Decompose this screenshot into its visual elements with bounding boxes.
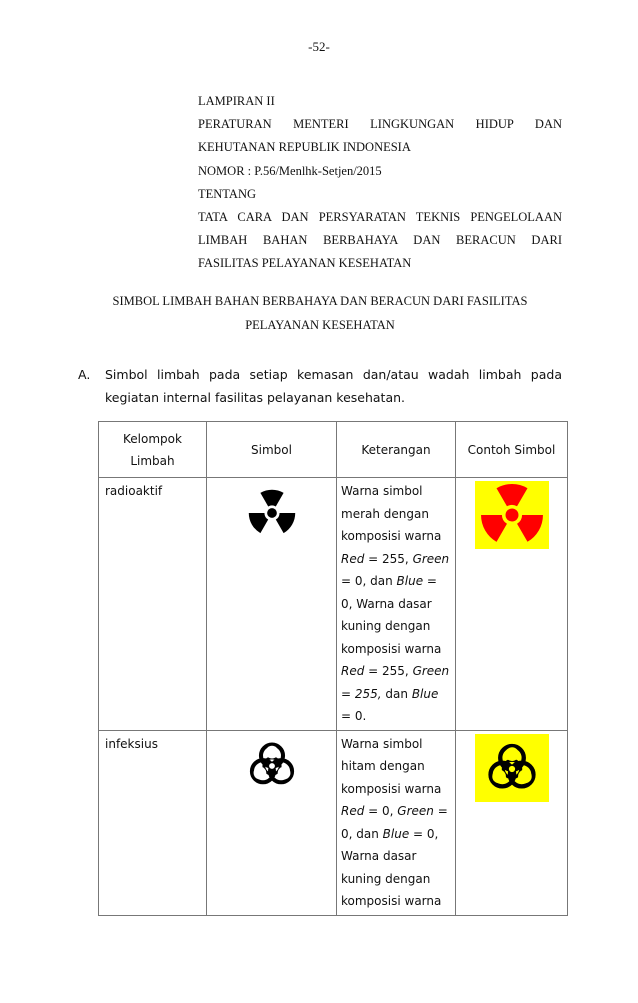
biohazard-icon bbox=[243, 737, 301, 795]
radiation-example-icon bbox=[475, 481, 549, 549]
cell-simbol bbox=[207, 730, 337, 915]
section-text: Simbol limbah pada setiap kemasan dan/atau wadah limbah pada kegiatan internal fasilitas pelayanan kesehatan. bbox=[105, 367, 562, 405]
section-marker: A. bbox=[78, 367, 91, 382]
desc-text: = 0. bbox=[341, 709, 367, 723]
desc-red-label: Red bbox=[341, 551, 365, 566]
appendix-block bbox=[198, 90, 562, 276]
appendix-line-1: LAMPIRAN II bbox=[198, 94, 275, 108]
desc-text: = 255, bbox=[364, 551, 413, 566]
desc-text: = bbox=[341, 686, 355, 701]
desc-blue-label: Blue bbox=[396, 574, 424, 588]
table-header-row bbox=[99, 422, 568, 478]
cell-kelompok: infeksius bbox=[99, 730, 207, 915]
cell-kelompok: radioaktif bbox=[99, 478, 207, 731]
appendix-line-7: LIMBAH BAHAN BERBAHAYA DAN BERACUN DARI bbox=[198, 233, 562, 248]
desc-text: Warna simbol merah dengan komposisi warna bbox=[341, 484, 442, 543]
cell-contoh bbox=[456, 730, 568, 915]
cell-keterangan bbox=[337, 730, 456, 915]
desc-text: = 255, bbox=[364, 664, 413, 678]
header-keterangan: Keterangan bbox=[337, 422, 456, 478]
cell-simbol bbox=[207, 478, 337, 731]
appendix-line-8: FASILITAS PELAYANAN KESEHATAN bbox=[198, 256, 412, 271]
appendix-line-2: PERATURAN MENTERI LINGKUNGAN HIDUP DAN bbox=[198, 117, 562, 132]
appendix-line-5: TENTANG bbox=[198, 186, 257, 201]
desc-green-label: Green bbox=[397, 804, 434, 818]
desc-blue-label: Blue bbox=[411, 686, 439, 701]
appendix-line-3: KEHUTANAN REPUBLIK INDONESIA bbox=[198, 140, 411, 155]
document-title-line-1: SIMBOL LIMBAH BAHAN BERBAHAYA DAN BERACUN DARI FASILITAS bbox=[112, 294, 528, 308]
desc-green-label: Green bbox=[412, 664, 450, 678]
document-title-line-2: PELAYANAN KESEHATAN bbox=[245, 317, 395, 332]
desc-blue-label: Blue bbox=[382, 826, 410, 841]
biohazard-example-icon bbox=[475, 734, 549, 802]
appendix-line-4: NOMOR : P.56/Menlhk-Setjen/2015 bbox=[198, 163, 382, 178]
appendix-line-6: TATA CARA DAN PERSYARATAN TEKNIS PENGELOLAAN bbox=[198, 210, 562, 225]
desc-text: = 0, dan bbox=[341, 804, 448, 841]
desc-text: = 0, Warna dasar kuning dengan komposisi warna bbox=[341, 574, 442, 656]
page-number: -52- bbox=[308, 39, 330, 54]
desc-text: dan bbox=[381, 686, 412, 701]
desc-green-value: 255, bbox=[354, 686, 382, 701]
waste-symbol-table bbox=[98, 421, 568, 916]
radiation-trefoil bbox=[248, 486, 298, 533]
desc-text: = 0, Warna dasar kuning dengan komposisi warna bbox=[341, 826, 442, 908]
table-row bbox=[99, 478, 568, 731]
radiation-icon bbox=[245, 486, 299, 540]
header-contoh: Contoh Simbol bbox=[456, 422, 568, 478]
desc-red-label: Red bbox=[341, 804, 365, 818]
cell-contoh bbox=[456, 478, 568, 731]
cell-keterangan bbox=[337, 478, 456, 731]
header-kelompok bbox=[99, 422, 207, 478]
desc-text: = 0, bbox=[364, 804, 398, 818]
table-row bbox=[99, 730, 568, 915]
desc-text: Warna simbol hitam dengan komposisi warna bbox=[341, 736, 442, 796]
desc-red-label: Red bbox=[341, 664, 365, 678]
header-simbol: Simbol bbox=[207, 422, 337, 478]
desc-green-label: Green bbox=[412, 551, 450, 566]
document-title bbox=[78, 290, 562, 337]
desc-text: = 0, dan bbox=[341, 574, 397, 588]
header-kelompok-label: Kelompok Limbah bbox=[123, 431, 182, 468]
